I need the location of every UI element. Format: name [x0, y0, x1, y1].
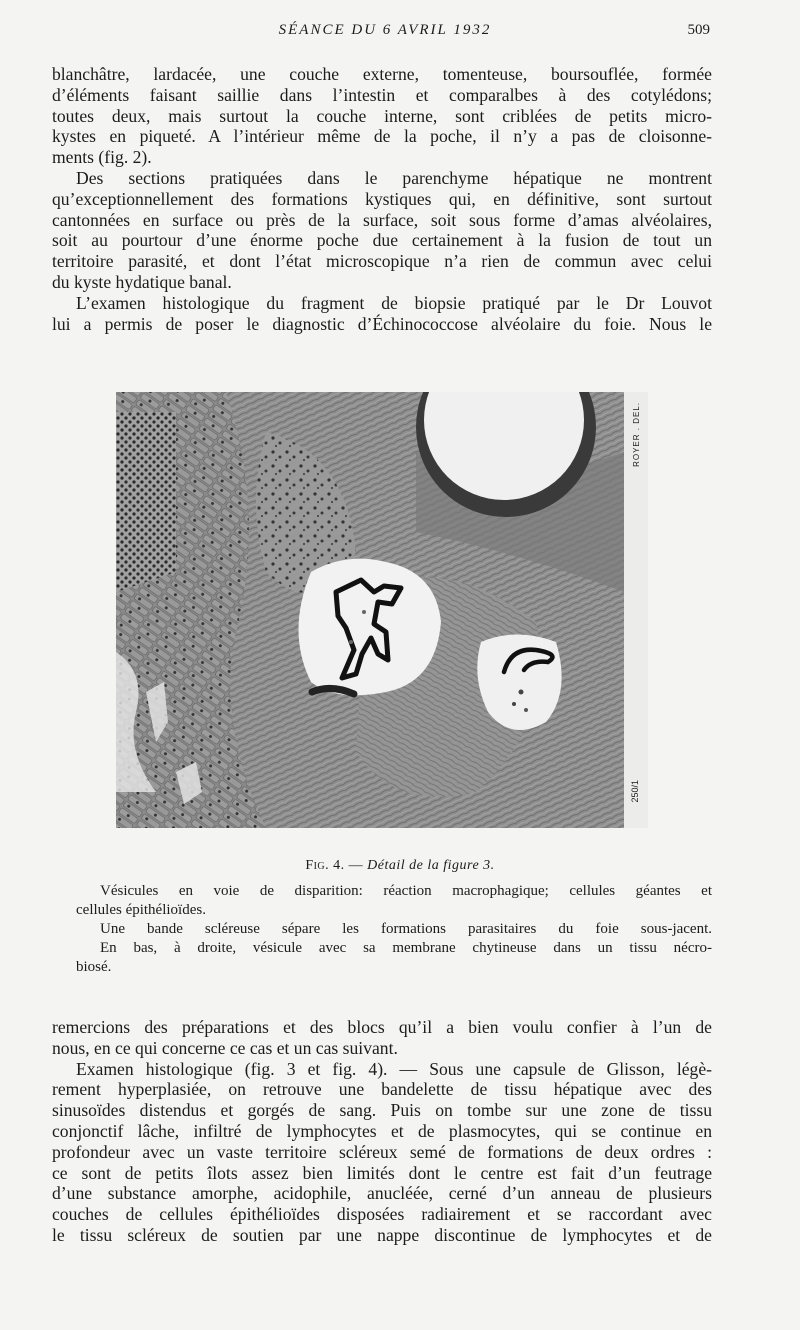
text-line: du kyste hydatique banal.: [52, 271, 232, 292]
magnification-label: 250/1: [630, 780, 640, 803]
legend-line: Une bande scléreuse sépare les formations parasitaires du foie sous-jacent.: [100, 921, 712, 937]
text-line: kystes en piqueté. A l’intérieur même de la poche, il n’y a pas de cloisonne-: [52, 126, 712, 147]
figure-caption: [0, 858, 800, 874]
legend-line: cellules épithélioïdes.: [76, 902, 206, 918]
legend-line: Vésicules en voie de disparition: réaction macrophagique; cellules géantes et: [100, 883, 712, 899]
caption-title: Détail de la figure 3.: [367, 858, 495, 873]
text-line: qu’exceptionnellement des formations kystiques qui, en définitive, sont surtout: [52, 188, 712, 209]
page-number: 509: [687, 22, 710, 38]
figure-legend: [76, 882, 712, 977]
artist-credit: ROYER . DEL.: [632, 402, 641, 467]
text-line: remercions des préparations et des blocs qu’il a bien voulu confier à l’un de: [52, 1017, 712, 1037]
caption-label: Fig. 4.: [305, 858, 345, 873]
text-line: le tissu scléreux de soutien par une nappe discontinue de lymphocytes et de: [52, 1224, 712, 1245]
running-title: SÉANCE DU 6 AVRIL 1932: [278, 22, 492, 38]
text-line: soit au pourtour d’une énorme poche due certainement à la fusion de tout un: [52, 230, 712, 251]
text-line: cantonnées en surface ou près de la surface, soit sous forme d’amas alvéolaires,: [52, 209, 712, 230]
body-text-bottom: [52, 1017, 712, 1246]
text-line: toutes deux, mais surtout la couche interne, sont criblées de petits micro-: [52, 105, 712, 126]
text-line: sinusoïdes distendus et gorgés de sang. Puis on tombe sur une zone de tissu: [52, 1100, 712, 1121]
legend-line: En bas, à droite, vésicule avec sa membrane chytineuse dans un tissu nécro-: [100, 940, 712, 956]
running-head: [0, 22, 800, 46]
text-line: blanchâtre, lardacée, une couche externe, tomenteuse, boursouflée, formée: [52, 64, 712, 84]
text-line: nous, en ce qui concerne ce cas et un cas suivant.: [52, 1037, 398, 1058]
text-line: L’examen histologique du fragment de biopsie pratiqué par le Dr Louvot: [76, 292, 712, 313]
histology-figure: [116, 392, 624, 828]
text-line: ce sont de petits îlots assez bien limités dont le centre est fait d’un feutrage: [52, 1162, 712, 1183]
body-text-top: [52, 64, 712, 334]
text-line: ments (fig. 2).: [52, 147, 152, 168]
micrograph-illustration: [116, 392, 624, 828]
text-line: d’une substance amorphe, acidophile, anucléée, cerné d’un anneau de plusieurs: [52, 1183, 712, 1204]
caption-separator: —: [348, 858, 364, 873]
text-line: couches de cellules épithélioïdes disposées radiairement et se raccordant avec: [52, 1204, 712, 1225]
text-line: profondeur avec un vaste territoire scléreux semé de formations de deux ordres :: [52, 1141, 712, 1162]
text-line: d’éléments faisant saillie dans l’intestin et comparalbes à des cotylédons;: [52, 84, 712, 105]
text-line: Examen histologique (fig. 3 et fig. 4). — Sous une capsule de Glisson, légè-: [76, 1058, 712, 1079]
text-line: rement hyperplasiée, on retrouve une bandelette de tissu hépatique avec des: [52, 1079, 712, 1100]
text-line: lui a permis de poser le diagnostic d’Échinococcose alvéolaire du foie. Nous le: [52, 313, 712, 334]
text-line: Des sections pratiquées dans le parenchyme hépatique ne montrent: [76, 167, 712, 188]
text-line: conjonctif lâche, infiltré de lymphocytes et de plasmocytes, qui se continue en: [52, 1120, 712, 1141]
text-line: territoire parasité, et dont l’état microscopique n’a rien de commun avec celui: [52, 251, 712, 272]
legend-line: biosé.: [76, 959, 112, 975]
